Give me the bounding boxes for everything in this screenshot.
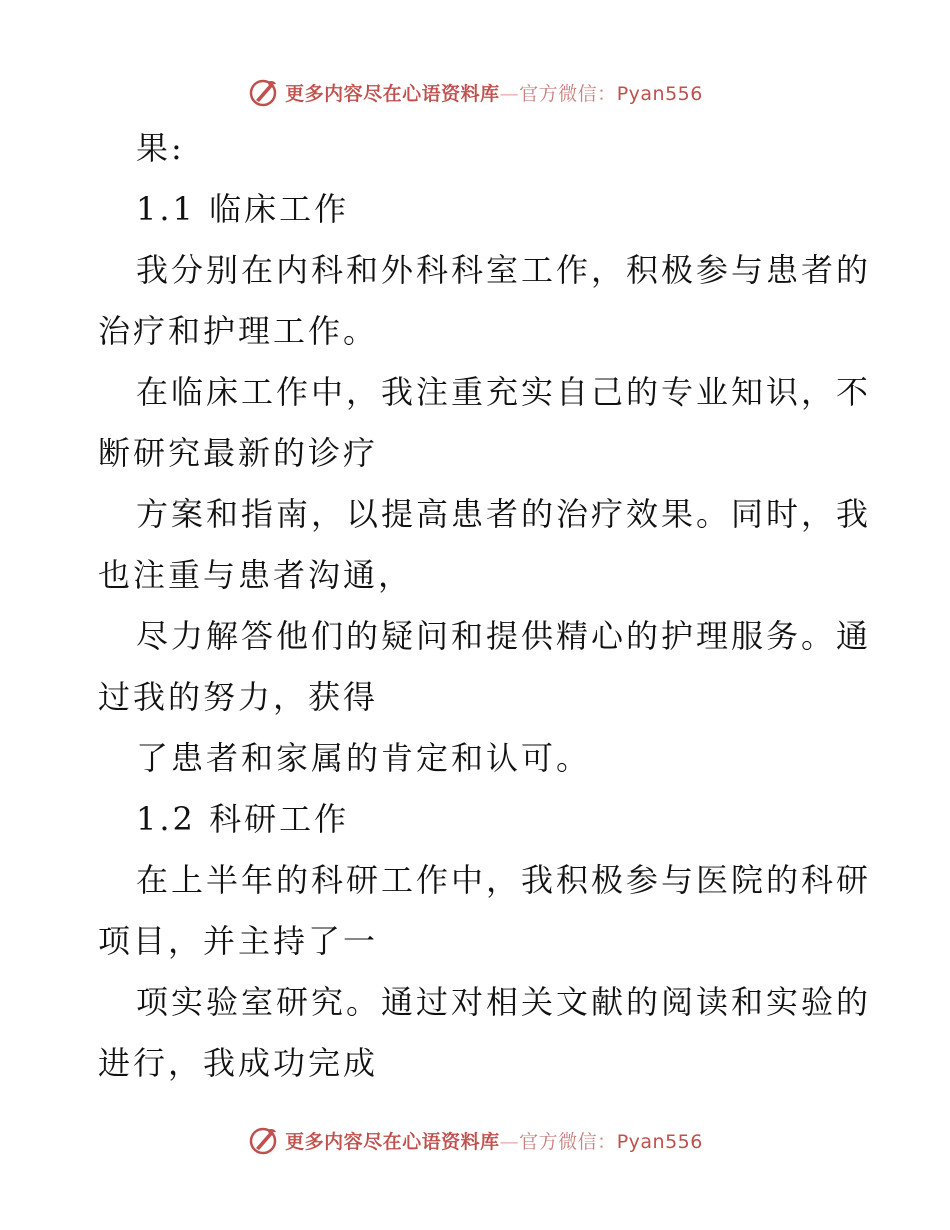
feather-pen-logo-icon bbox=[247, 76, 279, 108]
section-heading-1-1: 1.1 临床工作 bbox=[136, 190, 350, 228]
watermark-main-text: 更多内容尽在心语资料库 bbox=[285, 82, 500, 105]
paragraph-line: 进行，我成功完成 bbox=[98, 1044, 379, 1082]
paragraph-line: 了患者和家属的肯定和认可。 bbox=[136, 739, 592, 777]
watermark-wechat-label: 官方微信： bbox=[519, 1130, 617, 1153]
footer-watermark bbox=[0, 1120, 950, 1160]
paragraph-line: 断研究最新的诊疗 bbox=[98, 434, 379, 472]
section-heading-1-2: 1.2 科研工作 bbox=[136, 800, 350, 838]
paragraph-line: 治疗和护理工作。 bbox=[98, 312, 379, 350]
paragraph-line: 项实验室研究。通过对相关文献的阅读和实验的 bbox=[136, 983, 872, 1021]
watermark-separator: — bbox=[499, 1130, 520, 1153]
watermark-wechat-id: Pyan556 bbox=[616, 82, 703, 105]
paragraph-line: 在临床工作中，我注重充实自己的专业知识，不 bbox=[136, 373, 872, 411]
paragraph-line: 过我的努力，获得 bbox=[98, 678, 379, 716]
header-watermark bbox=[0, 72, 950, 112]
watermark-wechat-id: Pyan556 bbox=[616, 1130, 703, 1153]
watermark-separator: — bbox=[499, 82, 520, 105]
paragraph-line: 项目，并主持了一 bbox=[98, 922, 379, 960]
paragraph-line: 也注重与患者沟通， bbox=[98, 556, 414, 594]
paragraph-line: 尽力解答他们的疑问和提供精心的护理服务。通 bbox=[136, 617, 872, 655]
watermark-main-text: 更多内容尽在心语资料库 bbox=[285, 1130, 500, 1153]
paragraph-line: 果: bbox=[136, 129, 185, 167]
watermark-wechat-label: 官方微信： bbox=[519, 82, 617, 105]
paragraph-line: 方案和指南，以提高患者的治疗效果。同时，我 bbox=[136, 495, 872, 533]
document-body bbox=[98, 118, 872, 1094]
paragraph-line: 在上半年的科研工作中，我积极参与医院的科研 bbox=[136, 861, 872, 899]
feather-pen-logo-icon bbox=[247, 1124, 279, 1156]
paragraph-line: 我分别在内科和外科科室工作，积极参与患者的 bbox=[136, 251, 872, 289]
